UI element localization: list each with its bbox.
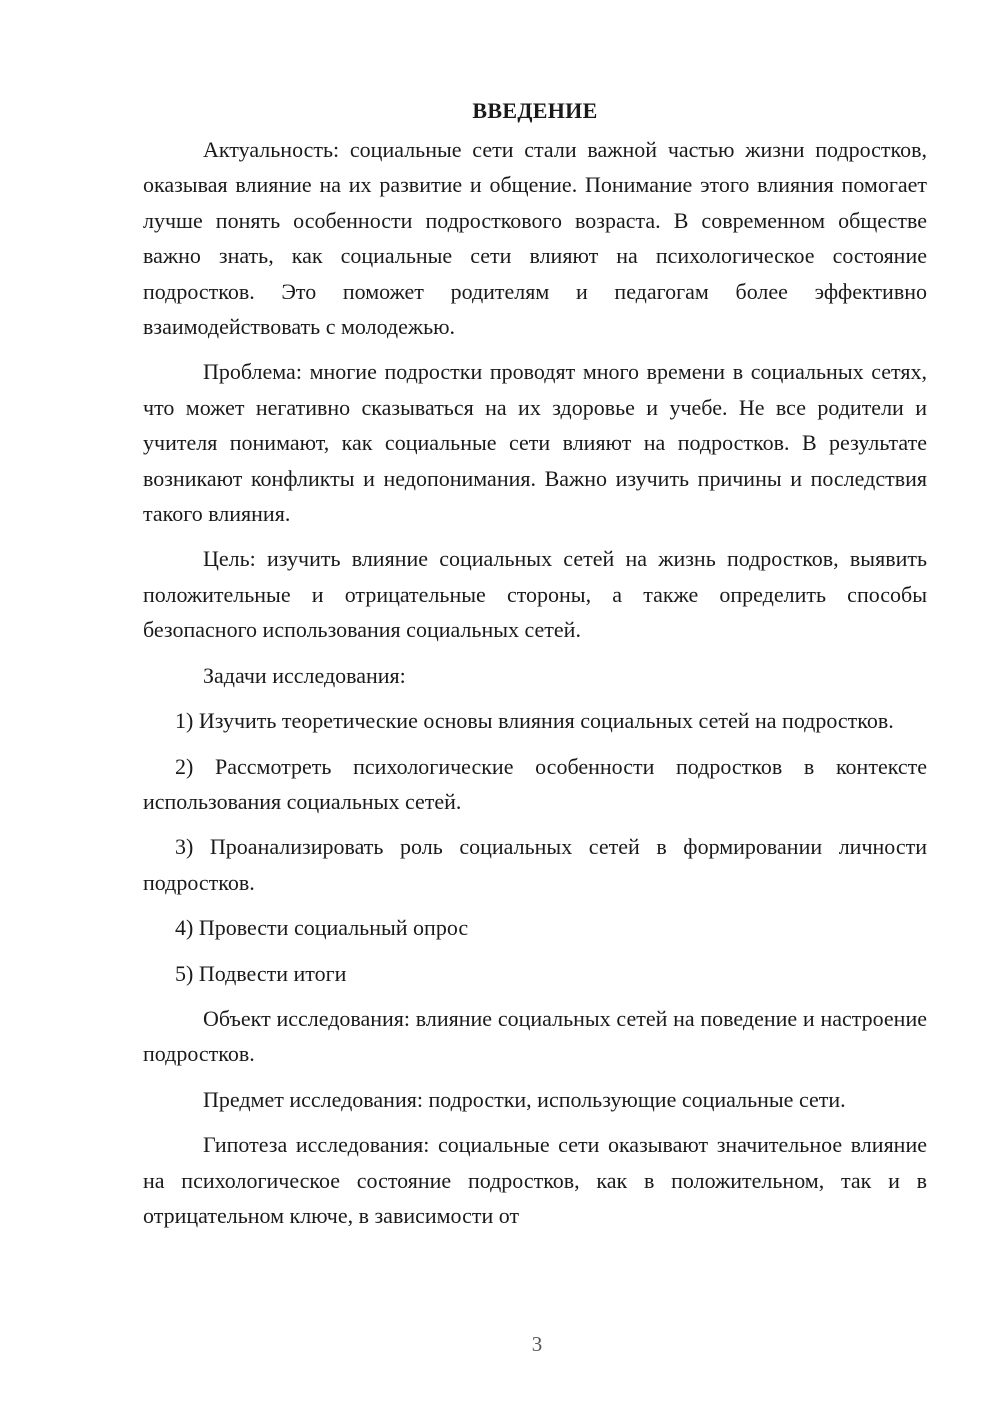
task-item-5: 5) Подвести итоги	[175, 960, 347, 986]
paragraph-problem: Проблема: многие подростки проводят много времени в социальных сетях, что может негативно сказываться на их здоровье и учебе. Не все родители и учителя понимают, как социальные сети влияют на подростков. В результате возникают конфликты и недопонимания. Важно изучить причины и последствия такого влияния.	[143, 359, 927, 527]
paragraph-subject: Предмет исследования: подростки, использующие социальные сети.	[203, 1086, 846, 1112]
paragraph-hypothesis: Гипотеза исследования: социальные сети оказывают значительное влияние на психологическое состояние подростков, как в положительном, так и в отрицательном ключе, в зависимости от	[143, 1132, 927, 1228]
paragraph-object: Объект исследования: влияние социальных сетей на поведение и настроение подростков.	[143, 1005, 927, 1067]
document-page	[143, 92, 927, 1327]
paragraph-relevance: Актуальность: социальные сети стали важной частью жизни подростков, оказывая влияние на их развитие и общение. Понимание этого влияния помогает лучше понять особенности подросткового возраста. В современном обществе важно знать, как социальные сети влияют на психологическое состояние подростков. Это поможет родителям и педагогам более эффективно взаимодействовать с молодежью.	[143, 137, 927, 340]
task-item-4: 4) Провести социальный опрос	[175, 915, 469, 941]
section-title: ВВЕДЕНИЕ	[472, 98, 598, 123]
tasks-heading: Задачи исследования:	[203, 662, 406, 688]
paragraph-goal: Цель: изучить влияние социальных сетей на жизнь подростков, выявить положительные и отрицательные стороны, а также определить способы безопасного использования социальных сетей.	[143, 546, 927, 643]
task-item-2: 2) Рассмотреть психологические особенности подростков в контексте использования социальных сетей.	[143, 753, 927, 814]
page-number: 3	[531, 1332, 543, 1356]
task-item-1: 1) Изучить теоретические основы влияния социальных сетей на подростков.	[175, 708, 894, 734]
task-item-3: 3) Проанализировать роль социальных сетей в формировании личности подростков.	[143, 834, 927, 895]
